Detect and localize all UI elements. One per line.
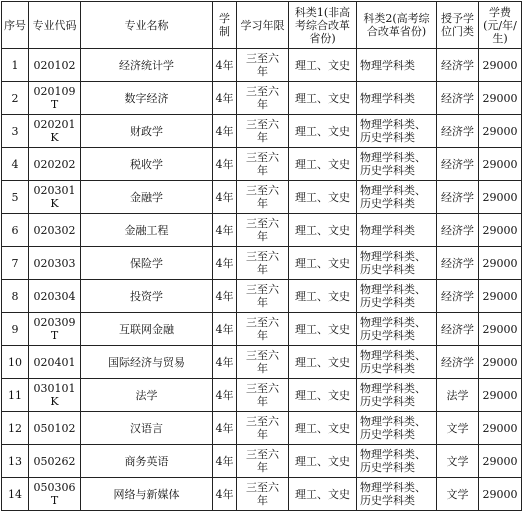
cell-seq: 4	[2, 148, 29, 181]
table-body	[2, 49, 522, 511]
cell-code: 020302	[29, 214, 81, 247]
cell-cat1: 理工、文史	[289, 247, 357, 280]
cell-fee: 29000	[479, 478, 522, 511]
cell-cat1: 理工、文史	[289, 412, 357, 445]
cell-years: 三至六年	[237, 148, 289, 181]
cell-code: 020303	[29, 247, 81, 280]
cell-system: 4年	[213, 115, 237, 148]
cell-years: 三至六年	[237, 478, 289, 511]
cell-seq: 14	[2, 478, 29, 511]
cell-name: 税收学	[81, 148, 213, 181]
table-row	[2, 82, 522, 115]
cell-code: 020301K	[29, 181, 81, 214]
cell-years: 三至六年	[237, 346, 289, 379]
table-row	[2, 49, 522, 82]
cell-system: 4年	[213, 49, 237, 82]
cell-years: 三至六年	[237, 445, 289, 478]
cell-name: 互联网金融	[81, 313, 213, 346]
cell-name: 国际经济与贸易	[81, 346, 213, 379]
cell-fee: 29000	[479, 313, 522, 346]
cell-degree: 经济学	[437, 49, 479, 82]
cell-years: 三至六年	[237, 214, 289, 247]
table-row	[2, 313, 522, 346]
table-row	[2, 115, 522, 148]
cell-cat1: 理工、文史	[289, 181, 357, 214]
cell-system: 4年	[213, 82, 237, 115]
cell-system: 4年	[213, 214, 237, 247]
header-cat2: 科类2(高考综合改革省份)	[357, 2, 437, 49]
cell-cat2: 物理学科类、历史学科类	[357, 412, 437, 445]
cell-cat1: 理工、文史	[289, 379, 357, 412]
table-row	[2, 412, 522, 445]
cell-cat2: 物理学科类、历史学科类	[357, 280, 437, 313]
cell-fee: 29000	[479, 115, 522, 148]
cell-seq: 5	[2, 181, 29, 214]
cell-code: 020202	[29, 148, 81, 181]
cell-years: 三至六年	[237, 412, 289, 445]
cell-seq: 11	[2, 379, 29, 412]
cell-seq: 10	[2, 346, 29, 379]
header-row	[2, 2, 522, 49]
cell-years: 三至六年	[237, 313, 289, 346]
header-cat1: 科类1(非高考综合改革省份)	[289, 2, 357, 49]
cell-years: 三至六年	[237, 280, 289, 313]
cell-cat2: 物理学科类、历史学科类	[357, 148, 437, 181]
header-years: 学习年限	[237, 2, 289, 49]
cell-cat1: 理工、文史	[289, 115, 357, 148]
table-row	[2, 346, 522, 379]
cell-code: 050102	[29, 412, 81, 445]
header-degree: 授予学位门类	[437, 2, 479, 49]
cell-cat1: 理工、文史	[289, 445, 357, 478]
cell-fee: 29000	[479, 148, 522, 181]
cell-cat2: 物理学科类、历史学科类	[357, 115, 437, 148]
cell-degree: 经济学	[437, 115, 479, 148]
cell-system: 4年	[213, 412, 237, 445]
cell-code: 020304	[29, 280, 81, 313]
cell-degree: 经济学	[437, 148, 479, 181]
cell-fee: 29000	[479, 346, 522, 379]
cell-seq: 8	[2, 280, 29, 313]
cell-system: 4年	[213, 280, 237, 313]
cell-name: 经济统计学	[81, 49, 213, 82]
table-row	[2, 445, 522, 478]
cell-name: 汉语言	[81, 412, 213, 445]
cell-fee: 29000	[479, 280, 522, 313]
cell-code: 020201K	[29, 115, 81, 148]
cell-years: 三至六年	[237, 82, 289, 115]
header-seq: 序号	[2, 2, 29, 49]
header-name: 专业名称	[81, 2, 213, 49]
cell-cat2: 物理学科类	[357, 49, 437, 82]
cell-cat2: 物理学科类、历史学科类	[357, 247, 437, 280]
cell-cat2: 物理学科类、历史学科类	[357, 346, 437, 379]
cell-system: 4年	[213, 181, 237, 214]
cell-fee: 29000	[479, 445, 522, 478]
cell-cat2: 物理学科类、历史学科类	[357, 379, 437, 412]
cell-degree: 文学	[437, 478, 479, 511]
table-row	[2, 181, 522, 214]
header-code: 专业代码	[29, 2, 81, 49]
cell-code: 050262	[29, 445, 81, 478]
cell-code: 020109T	[29, 82, 81, 115]
cell-code: 020102	[29, 49, 81, 82]
cell-code: 050306T	[29, 478, 81, 511]
cell-years: 三至六年	[237, 49, 289, 82]
cell-fee: 29000	[479, 412, 522, 445]
cell-code: 030101K	[29, 379, 81, 412]
cell-seq: 3	[2, 115, 29, 148]
table-row	[2, 478, 522, 511]
cell-degree: 经济学	[437, 247, 479, 280]
cell-degree: 经济学	[437, 313, 479, 346]
cell-cat1: 理工、文史	[289, 313, 357, 346]
cell-cat1: 理工、文史	[289, 478, 357, 511]
cell-degree: 经济学	[437, 82, 479, 115]
majors-table	[1, 1, 522, 511]
cell-cat1: 理工、文史	[289, 346, 357, 379]
cell-seq: 2	[2, 82, 29, 115]
cell-system: 4年	[213, 445, 237, 478]
cell-code: 020309T	[29, 313, 81, 346]
cell-years: 三至六年	[237, 181, 289, 214]
cell-cat2: 物理学科类	[357, 214, 437, 247]
cell-cat2: 物理学科类、历史学科类	[357, 445, 437, 478]
cell-degree: 法学	[437, 379, 479, 412]
cell-system: 4年	[213, 148, 237, 181]
cell-degree: 经济学	[437, 181, 479, 214]
cell-system: 4年	[213, 478, 237, 511]
cell-name: 金融学	[81, 181, 213, 214]
cell-system: 4年	[213, 346, 237, 379]
cell-name: 数字经济	[81, 82, 213, 115]
cell-fee: 29000	[479, 82, 522, 115]
cell-fee: 29000	[479, 379, 522, 412]
cell-cat1: 理工、文史	[289, 280, 357, 313]
cell-seq: 9	[2, 313, 29, 346]
cell-fee: 29000	[479, 49, 522, 82]
cell-cat1: 理工、文史	[289, 148, 357, 181]
table-row	[2, 148, 522, 181]
header-fee: 学费(元/年/生)	[479, 2, 522, 49]
header-system: 学制	[213, 2, 237, 49]
cell-degree: 经济学	[437, 346, 479, 379]
cell-fee: 29000	[479, 181, 522, 214]
cell-name: 财政学	[81, 115, 213, 148]
cell-degree: 文学	[437, 445, 479, 478]
cell-seq: 6	[2, 214, 29, 247]
cell-degree: 文学	[437, 412, 479, 445]
cell-years: 三至六年	[237, 379, 289, 412]
cell-degree: 经济学	[437, 280, 479, 313]
cell-seq: 7	[2, 247, 29, 280]
cell-name: 投资学	[81, 280, 213, 313]
cell-cat2: 物理学科类、历史学科类	[357, 478, 437, 511]
cell-years: 三至六年	[237, 115, 289, 148]
cell-fee: 29000	[479, 214, 522, 247]
cell-cat2: 物理学科类	[357, 82, 437, 115]
table-row	[2, 214, 522, 247]
table-row	[2, 379, 522, 412]
cell-cat2: 物理学科类、历史学科类	[357, 313, 437, 346]
cell-name: 金融工程	[81, 214, 213, 247]
table-row	[2, 280, 522, 313]
cell-cat2: 物理学科类、历史学科类	[357, 181, 437, 214]
cell-name: 保险学	[81, 247, 213, 280]
cell-seq: 12	[2, 412, 29, 445]
cell-name: 法学	[81, 379, 213, 412]
cell-system: 4年	[213, 247, 237, 280]
cell-years: 三至六年	[237, 247, 289, 280]
cell-seq: 13	[2, 445, 29, 478]
cell-cat1: 理工、文史	[289, 49, 357, 82]
cell-name: 网络与新媒体	[81, 478, 213, 511]
table-row	[2, 247, 522, 280]
cell-system: 4年	[213, 379, 237, 412]
cell-system: 4年	[213, 313, 237, 346]
cell-degree: 经济学	[437, 214, 479, 247]
cell-code: 020401	[29, 346, 81, 379]
cell-name: 商务英语	[81, 445, 213, 478]
cell-seq: 1	[2, 49, 29, 82]
cell-fee: 29000	[479, 247, 522, 280]
cell-cat1: 理工、文史	[289, 214, 357, 247]
cell-cat1: 理工、文史	[289, 82, 357, 115]
